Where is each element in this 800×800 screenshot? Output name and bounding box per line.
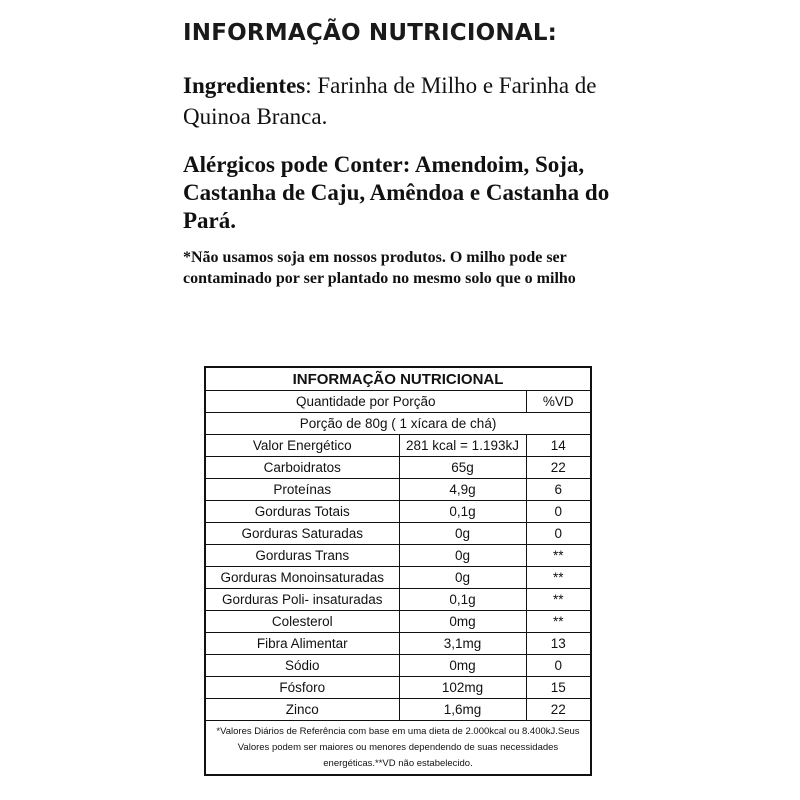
table-footnote: *Valores Diários de Referência com base em uma dieta de 2.000kcal ou 8.400kJ.Seus Valores podem ser maiores ou menores dependendo de suas necessidades energéticas.**VD não estabelecido. [216, 726, 580, 769]
soy-note: *Não usamos soja em nossos produtos. O milho pode ser contaminado por ser plantado no mesmo solo que o milho [183, 249, 576, 287]
nutrition-table-body [206, 368, 590, 721]
nutrient-vd: ** [526, 611, 590, 633]
nutrient-name: Proteínas [206, 479, 399, 501]
nutrient-name: Gorduras Trans [206, 545, 399, 567]
nutrient-vd: 0 [526, 655, 590, 677]
portion-text: Porção de 80g ( 1 xícara de chá) [206, 413, 590, 435]
nutrient-name: Gorduras Saturadas [206, 523, 399, 545]
nutrient-name: Gorduras Monoinsaturadas [206, 567, 399, 589]
nutrient-vd: ** [526, 567, 590, 589]
nutrient-vd: 0 [526, 501, 590, 523]
table-title-row [206, 368, 590, 391]
nutrient-amount: 4,9g [399, 479, 526, 501]
nutrient-name: Valor Energético [206, 435, 399, 457]
nutrient-amount: 0g [399, 545, 526, 567]
table-row [206, 545, 590, 567]
ingredients-label: Ingredientes [183, 73, 306, 98]
nutrient-vd: 22 [526, 699, 590, 721]
table-row [206, 479, 590, 501]
table-row [206, 523, 590, 545]
nutrient-amount: 102mg [399, 677, 526, 699]
nutrient-name: Carboidratos [206, 457, 399, 479]
nutrient-amount: 0g [399, 567, 526, 589]
table-row [206, 501, 590, 523]
nutrient-amount: 281 kcal = 1.193kJ [399, 435, 526, 457]
vd-header: %VD [526, 391, 590, 413]
nutrient-amount: 1,6mg [399, 699, 526, 721]
nutrient-vd: 13 [526, 633, 590, 655]
nutrient-amount: 0,1g [399, 501, 526, 523]
nutrient-amount: 0mg [399, 655, 526, 677]
table-row [206, 567, 590, 589]
page-heading: INFORMAÇÃO NUTRICIONAL: [183, 20, 558, 46]
nutrient-vd: ** [526, 589, 590, 611]
table-row [206, 677, 590, 699]
nutrient-amount: 0mg [399, 611, 526, 633]
nutrient-name: Zinco [206, 699, 399, 721]
nutrition-grid [206, 368, 590, 721]
table-title: INFORMAÇÃO NUTRICIONAL [206, 368, 590, 391]
table-row [206, 589, 590, 611]
nutrient-name: Sódio [206, 655, 399, 677]
nutrient-vd: ** [526, 545, 590, 567]
nutrient-name: Gorduras Totais [206, 501, 399, 523]
nutrient-name: Fósforo [206, 677, 399, 699]
nutrient-vd: 6 [526, 479, 590, 501]
table-row [206, 699, 590, 721]
table-header-row [206, 391, 590, 413]
nutrient-vd: 0 [526, 523, 590, 545]
table-row [206, 457, 590, 479]
table-row [206, 655, 590, 677]
nutrient-name: Gorduras Poli- insaturadas [206, 589, 399, 611]
nutrient-amount: 3,1mg [399, 633, 526, 655]
quantity-header: Quantidade por Porção [206, 391, 526, 413]
portion-row [206, 413, 590, 435]
nutrient-name: Colesterol [206, 611, 399, 633]
nutrient-amount: 0g [399, 523, 526, 545]
nutrient-vd: 15 [526, 677, 590, 699]
nutrient-amount: 0,1g [399, 589, 526, 611]
ingredients-text: : Farinha de Milho e Farinha de Quinoa Branca. [183, 73, 597, 129]
nutrient-vd: 22 [526, 457, 590, 479]
table-row [206, 435, 590, 457]
nutrition-table [204, 366, 592, 776]
ingredients-paragraph [183, 70, 623, 132]
nutrient-name: Fibra Alimentar [206, 633, 399, 655]
table-row [206, 633, 590, 655]
allergens-paragraph: Alérgicos pode Conter: Amendoim, Soja, Castanha de Caju, Amêndoa e Castanha do Pará. [183, 152, 610, 233]
nutrient-amount: 65g [399, 457, 526, 479]
table-row [206, 611, 590, 633]
nutrient-vd: 14 [526, 435, 590, 457]
